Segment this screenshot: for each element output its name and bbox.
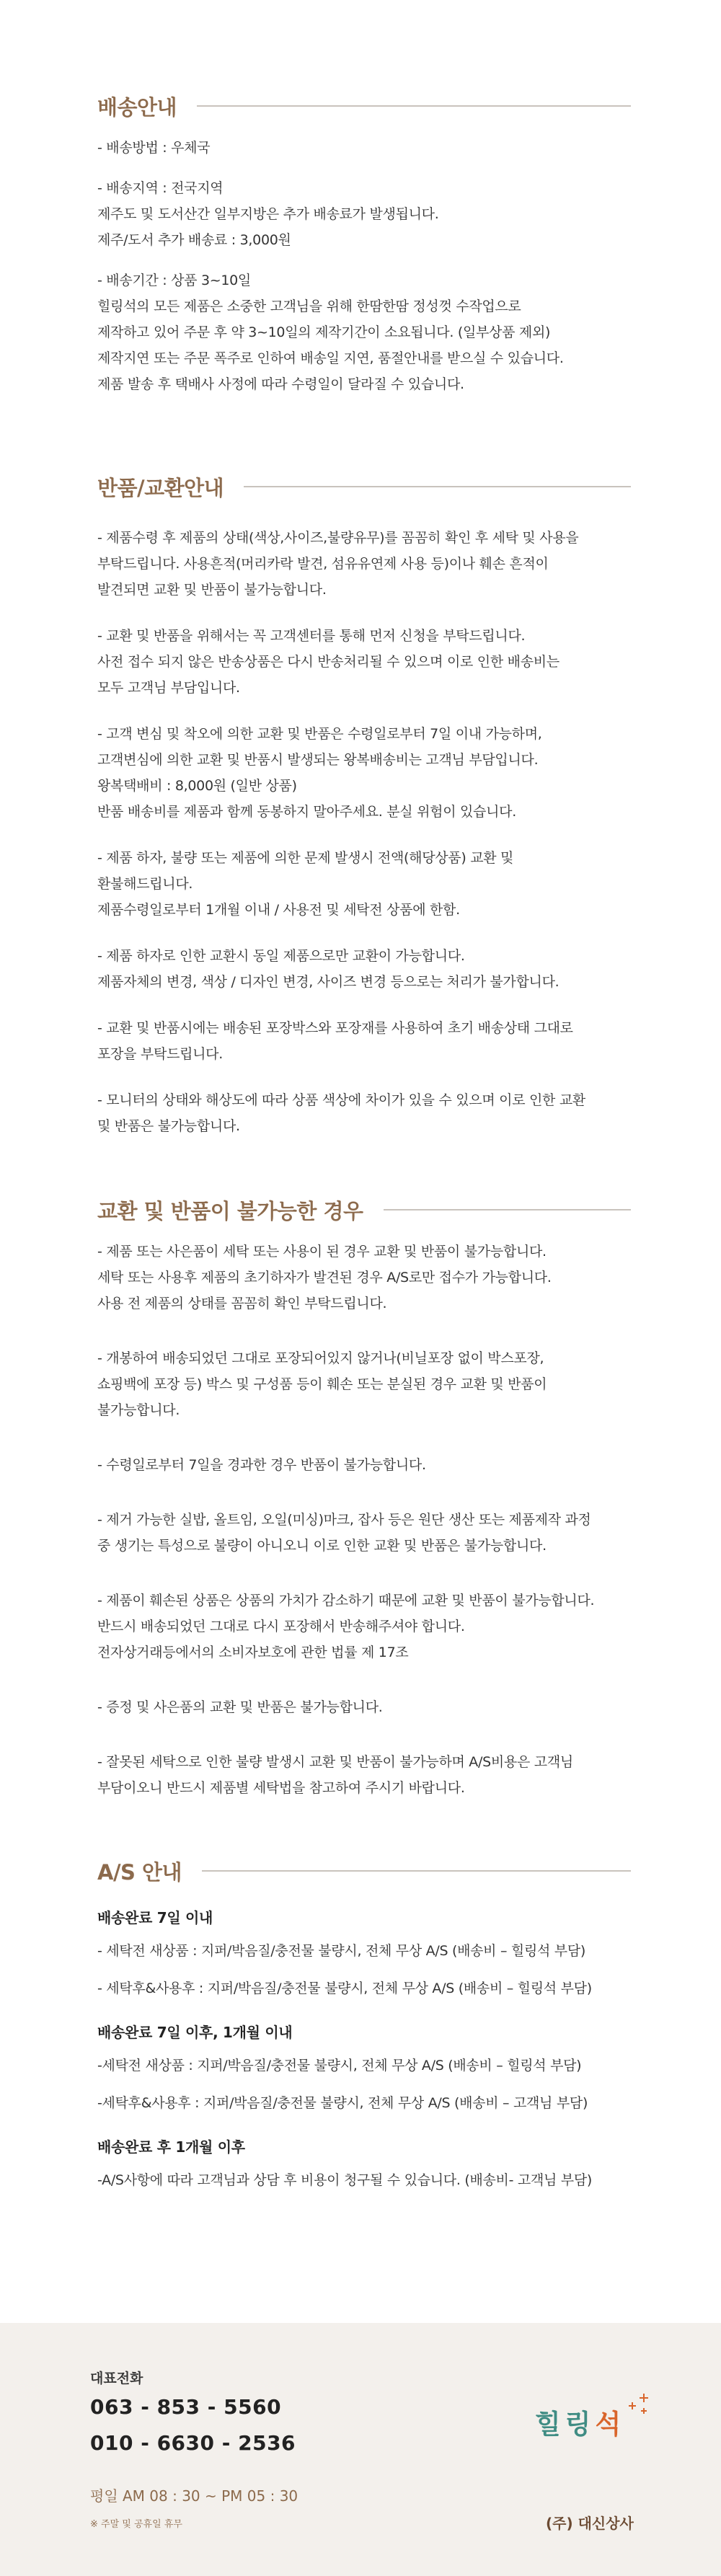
shipping-method: - 배송방법 : 우체국 xyxy=(97,140,211,156)
company-name: (주) 대신상사 xyxy=(546,2515,634,2532)
phone-label: 대표전화 xyxy=(90,2371,143,2386)
phone-number-1[interactable]: 063 - 853 - 5560 xyxy=(90,2395,282,2419)
unavailable-title: 교환 및 반품이 불가능한 경우 xyxy=(97,1198,363,1223)
as-section xyxy=(97,1853,631,2193)
shipping-region: - 배송지역 : 전국지역 제주도 및 도서산간 일부지방은 추가 배송료가 발생됩니다. 제주/도서 추가 배송료 : 3,000원 xyxy=(97,180,439,248)
as-line: -세탁전 새상품 : 지퍼/박음질/충전물 불량시, 전체 무상 A/S (배송비 – 힐링석 부담) xyxy=(97,2058,582,2073)
unavailable-paragraph: - 개봉하여 배송되었던 그대로 포장되어있지 않거나(비닐포장 없이 박스포장, 쇼핑백에 포장 등) 박스 및 구성품 등이 훼손 또는 분실된 경우 교환 및 반품이 불가능합니다. xyxy=(97,1350,547,1418)
unavailable-paragraph: - 제품이 훼손된 상품은 상품의 가치가 감소하기 때문에 교환 및 반품이 불가능합니다. 반드시 배송되었던 그대로 다시 포장해서 반송해주셔야 합니다. 전자상거래등에서의 소비자보호에 관한 법률 제 17조 xyxy=(97,1593,595,1660)
as-group-title: 배송완료 7일 이후, 1개월 이내 xyxy=(97,2024,293,2041)
shipping-section xyxy=(97,88,631,397)
returns-paragraph: - 제품 하자로 인한 교환시 동일 제품으로만 교환이 가능합니다. 제품자체의 변경, 색상 / 디자인 변경, 사이즈 변경 등으로는 처리가 불가합니다. xyxy=(97,948,559,990)
holiday-note: ※ 주말 및 공휴일 휴무 xyxy=(90,2519,182,2530)
returns-paragraph: - 교환 및 반품시에는 배송된 포장박스와 포장재를 사용하여 초기 배송상태 그대로 포장을 부탁드립니다. xyxy=(97,1020,573,1062)
unavailable-paragraph: - 잘못된 세탁으로 인한 불량 발생시 교환 및 반품이 불가능하며 A/S비용은 고객님 부담이오니 반드시 제품별 세탁법을 참고하여 주시기 바랍니다. xyxy=(97,1754,573,1796)
returns-section xyxy=(97,469,631,1139)
as-header xyxy=(97,1853,631,1889)
returns-title: 반품/교환안내 xyxy=(97,475,224,500)
phone-number-2[interactable]: 010 - 6630 - 2536 xyxy=(90,2431,296,2455)
section-divider xyxy=(197,105,631,107)
business-hours: 평일 AM 08 : 30 ~ PM 05 : 30 xyxy=(90,2487,298,2505)
returns-paragraph: - 교환 및 반품을 위해서는 꼭 고객센터를 통해 먼저 신청을 부탁드립니다. 사전 접수 되지 않은 반송상품은 다시 반송처리될 수 있으며 이로 인한 배송비는 모두 고객님 부담입니다. xyxy=(97,628,559,696)
section-divider xyxy=(384,1209,631,1210)
shipping-period: - 배송기간 : 상품 3~10일 힐링석의 모든 제품은 소중한 고객님을 위해 한땀한땀 정성껏 수작업으로 제작하고 있어 주문 후 약 3~10일의 제작기간이 소요됩니다. (일부상품 제외) 제작지연 또는 주문 폭주로 인하여 배송일 지연, 품절안내를 받으실 수 있습니다. 제품 발송 후 택배사 사정에 따라 수령일이 달라질 수 있습니다. xyxy=(97,273,564,392)
unavailable-paragraph: - 제품 또는 사은품이 세탁 또는 사용이 된 경우 교환 및 반품이 불가능합니다. 세탁 또는 사용후 제품의 초기하자가 발견된 경우 A/S로만 접수가 가능합니다. 사용 전 제품의 상태를 꼼꼼히 확인 부탁드립니다. xyxy=(97,1244,552,1311)
as-title: A/S 안내 xyxy=(97,1859,182,1885)
shipping-title: 배송안내 xyxy=(97,94,177,120)
section-divider xyxy=(244,486,631,487)
section-divider xyxy=(202,1870,631,1872)
returns-paragraph: - 제품수령 후 제품의 상태(색상,사이즈,불량유무)를 꼼꼼히 확인 후 세탁 및 사용을 부탁드립니다. 사용흔적(머리카락 발견, 섬유유연제 사용 등)이나 훼손 흔적이 발견되면 교환 및 반품이 불가능합니다. xyxy=(97,530,579,598)
sparkle-icon xyxy=(622,2392,651,2424)
as-line: -A/S사항에 따라 고객님과 상담 후 비용이 청구될 수 있습니다. (배송비- 고객님 부담) xyxy=(97,2172,593,2188)
shipping-header xyxy=(97,88,631,124)
as-group-title: 배송완료 후 1개월 이후 xyxy=(97,2138,245,2156)
logo-text: 힐링 xyxy=(535,2409,596,2440)
returns-paragraph: - 제품 하자, 불량 또는 제품에 의한 문제 발생시 전액(해당상품) 교환 및 환불해드립니다. 제품수령일로부터 1개월 이내 / 사용전 및 세탁전 상품에 한함. xyxy=(97,850,514,918)
unavailable-paragraph: - 제거 가능한 실밥, 올트임, 오일(미싱)마크, 잡사 등은 원단 생산 또는 제품제작 과정 중 생기는 특성으로 불량이 아니오니 이로 인한 교환 및 반품은 불가능합니다. xyxy=(97,1512,591,1554)
unavailable-paragraph: - 수령일로부터 7일을 경과한 경우 반품이 불가능합니다. xyxy=(97,1457,426,1473)
unavailable-paragraph: - 증정 및 사은품의 교환 및 반품은 불가능합니다. xyxy=(97,1699,383,1715)
returns-header xyxy=(97,469,631,505)
returns-paragraph: - 모니터의 상태와 해상도에 따라 상품 색상에 차이가 있을 수 있으며 이로 인한 교환 및 반품은 불가능합니다. xyxy=(97,1092,585,1134)
logo-accent-text: 석 xyxy=(595,2409,626,2440)
brand-logo xyxy=(535,2402,651,2441)
as-group-title: 배송완료 7일 이내 xyxy=(97,1909,213,1926)
as-line: - 세탁후&사용후 : 지퍼/박음질/충전물 불량시, 전체 무상 A/S (배송비 – 힐링석 부담) xyxy=(97,1980,592,1996)
returns-paragraph: - 고객 변심 및 착오에 의한 교환 및 반품은 수령일로부터 7일 이내 가능하며, 고객변심에 의한 교환 및 반품시 발생되는 왕복배송비는 고객님 부담입니다. 왕복택배비 : 8,000원 (일반 상품) 반품 배송비를 제품과 함께 동봉하지 말아주세요. 분실 위험이 있습니다. xyxy=(97,726,542,820)
unavailable-header xyxy=(97,1192,631,1228)
footer xyxy=(0,2323,721,2576)
as-line: -세탁후&사용후 : 지퍼/박음질/충전물 불량시, 전체 무상 A/S (배송비 – 고객님 부담) xyxy=(97,2095,588,2111)
as-line: - 세탁전 새상품 : 지퍼/박음질/충전물 불량시, 전체 무상 A/S (배송비 – 힐링석 부담) xyxy=(97,1943,586,1959)
unavailable-section xyxy=(97,1192,631,1801)
